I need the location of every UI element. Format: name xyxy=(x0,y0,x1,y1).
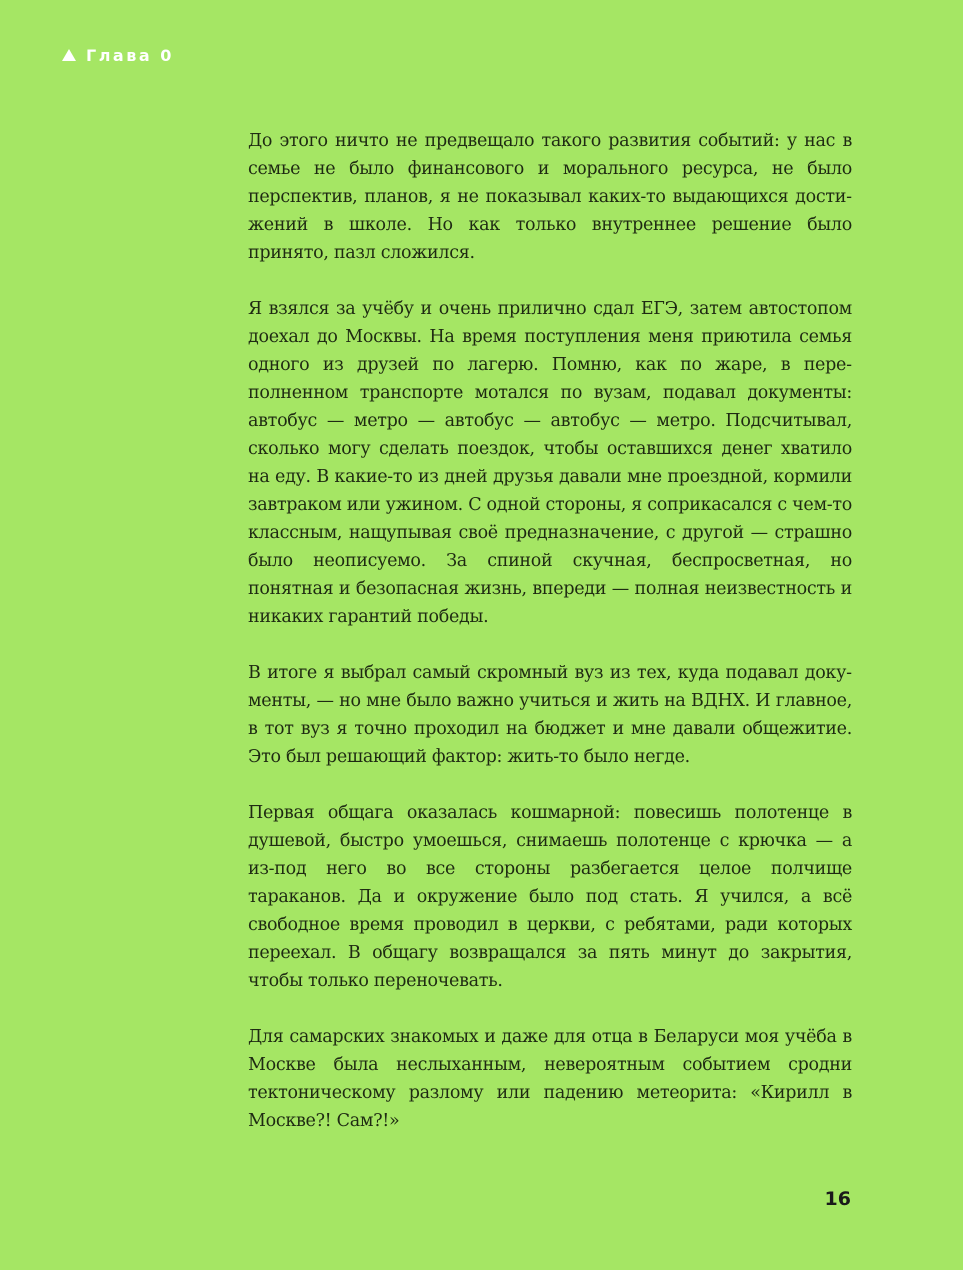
triangle-icon xyxy=(62,49,76,61)
page-body xyxy=(248,127,852,1163)
paragraph-1: До этого ничто не предвещало такого развития событий: у нас в семье не было финансового и морального ресурса, не было перспектив, планов, я не показывал каких-то выдающихся достижений в школе. Но как только внутреннее решение было принято, пазл сложился. xyxy=(248,131,852,263)
chapter-title: Глава 0 xyxy=(86,46,174,65)
paragraph-2: Я взялся за учёбу и очень прилично сдал ЕГЭ, затем автостопом доехал до Москвы. На время поступления меня приютила семья одного из друзей по лагерю. Помню, как по жаре, в переполненном транспорте мотался по вузам, подавал документы: автобус — метро — автобус — автобус — метро. Подсчитывал, сколько могу сделать поездок, чтобы оставшихся денег хватило на еду. В какие-то из дней друзья давали мне проездной, кормили завтраком или ужином. С одной стороны, я соприкасался с чем-то классным, нащупывая своё предназначение, с другой — страшно было неописуемо. За спиной скучная, беспросветная, но понятная и безопасная жизнь, впереди — полная неизвестность и никаких гарантий победы. xyxy=(248,299,852,627)
page-number: 16 xyxy=(824,1188,851,1210)
paragraph-3: В итоге я выбрал самый скромный вуз из тех, куда подавал документы, — но мне было важно учиться и жить на ВДНХ. И главное, в тот вуз я точно проходил на бюджет и мне давали общежитие. Это был решающий фактор: жить-то было негде. xyxy=(248,663,852,767)
paragraph-5: Для самарских знакомых и даже для отца в Беларуси моя учёба в Москве была неслыханным, невероятным событием сродни тектоническому разлому или падению метеорита: «Кирилл в Москве?! Сам?!» xyxy=(248,1027,852,1131)
paragraph-4: Первая общага оказалась кошмарной: повесишь полотенце в душевой, быстро умоешься, снимаешь полотенце с крючка — а из-под него во все стороны разбегается целое полчище тараканов. Да и окружение было под стать. Я учился, а всё свободное время проводил в церкви, с ребятами, ради которых переехал. В общагу возвращался за пять минут до закрытия, чтобы только переночевать. xyxy=(248,803,852,991)
chapter-header xyxy=(62,46,174,65)
